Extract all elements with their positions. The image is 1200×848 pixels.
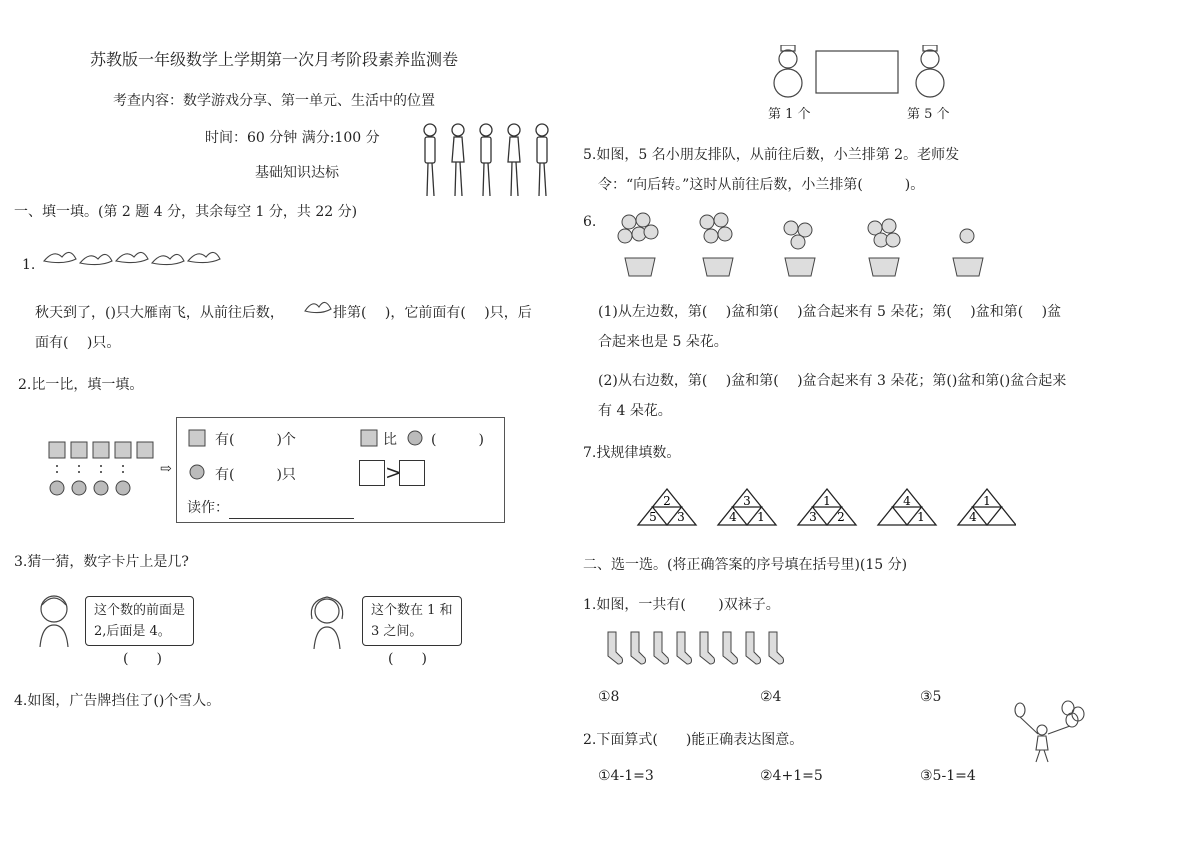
greater-than-sign: > bbox=[385, 460, 402, 484]
q2-compare-blank: ( ) bbox=[431, 432, 484, 448]
exam-content: 考查内容：数学游戏分享、第一单元、生活中的位置 bbox=[113, 93, 435, 109]
arrow-right-icon: ⇨ bbox=[160, 461, 172, 477]
girl-illustration bbox=[302, 593, 352, 651]
geese-flock-illustration bbox=[42, 243, 222, 271]
children-lineup-illustration bbox=[418, 122, 558, 200]
boy-illustration bbox=[32, 593, 76, 649]
q1-text-line1b: 排第( )，它前面有( )只，后 bbox=[333, 305, 532, 321]
triangle-number-top: 2 bbox=[663, 494, 671, 508]
s2-option-3[interactable]: ③5-1=4 bbox=[920, 768, 976, 784]
q4-text: 4.如图，广告牌挡住了()个雪人。 bbox=[14, 693, 221, 709]
compare-box-right[interactable] bbox=[399, 460, 425, 486]
s1-text: 1.如图，一共有( )双袜子。 bbox=[583, 597, 780, 613]
snowman-label-first: 第 1 个 bbox=[768, 107, 811, 122]
q1-text-line1a: 秋天到了，()只大雁南飞，从前往后数， bbox=[35, 305, 284, 321]
triangle-number-top: 4 bbox=[903, 494, 911, 508]
q6-part1-line2: 合起来也是 5 朵花。 bbox=[598, 334, 728, 350]
monkey-icon bbox=[187, 462, 207, 482]
number-triangle bbox=[718, 489, 776, 525]
cube-icon bbox=[187, 428, 207, 448]
girl-speech-line2: 3 之间。 bbox=[371, 624, 423, 639]
cubes-and-monkeys-illustration bbox=[47, 440, 157, 500]
s1-option-3[interactable]: ③5 bbox=[920, 689, 942, 705]
number-triangle bbox=[958, 489, 1016, 525]
s2-option-1[interactable]: ①4-1=3 bbox=[598, 768, 654, 784]
q1-number: 1. bbox=[22, 257, 36, 273]
girl-speech-bubble bbox=[362, 596, 462, 646]
monkey-icon bbox=[405, 428, 425, 448]
triangle-number-left: 4 bbox=[969, 510, 977, 524]
s2-option-2[interactable]: ②4+1=5 bbox=[760, 768, 823, 784]
q5-line2: 令：“向后转。”这时从前往后数，小兰排第( )。 bbox=[598, 177, 925, 193]
q2-heading: 2.比一比，填一填。 bbox=[18, 377, 144, 393]
q2-read-label: 读作： bbox=[187, 500, 229, 516]
s1-option-2[interactable]: ②4 bbox=[760, 689, 782, 705]
q2-compare-label: 比 bbox=[383, 432, 397, 448]
q6-part1-line1: (1)从左边数，第( )盆和第( )盆合起来有 5 朵花；第( )盆和第( )盆 bbox=[598, 304, 1062, 320]
q6-number: 6. bbox=[583, 214, 597, 230]
boy-speech-line1: 这个数的前面是 bbox=[94, 603, 186, 618]
girl-with-balloons-illustration bbox=[1010, 700, 1090, 766]
triangle-number-right: 2 bbox=[837, 510, 845, 524]
triangle-number-top: 1 bbox=[823, 494, 831, 508]
q3-boy-answer-blank[interactable]: ( ) bbox=[123, 651, 162, 667]
triangle-number-top: 3 bbox=[743, 494, 751, 508]
boy-speech-bubble bbox=[85, 596, 194, 646]
q2-cube-count-label: 有( )个 bbox=[215, 432, 296, 448]
page-title: 苏教版一年级数学上学期第一次月考阶段素养监测卷 bbox=[90, 50, 459, 69]
section-label: 基础知识达标 bbox=[255, 165, 339, 181]
pattern-triangles bbox=[636, 487, 1016, 529]
q3-heading: 3.猜一猜，数字卡片上是几? bbox=[14, 554, 189, 570]
number-triangle bbox=[878, 489, 936, 525]
q2-monkey-count-label: 有( )只 bbox=[215, 467, 296, 483]
triangle-number-right: 1 bbox=[757, 510, 765, 524]
q5-line1: 5.如图，5 名小朋友排队，从前往后数，小兰排第 2。老师发 bbox=[583, 147, 960, 163]
number-triangle bbox=[638, 489, 696, 525]
goose-icon bbox=[303, 297, 333, 319]
q2-answer-box bbox=[176, 417, 505, 523]
part1-heading: 一、填一填。(第 2 题 4 分，其余每空 1 分，共 22 分) bbox=[14, 204, 358, 220]
triangle-number-left: 5 bbox=[649, 510, 657, 524]
q2-read-line[interactable] bbox=[229, 504, 354, 520]
triangle-number-left: 4 bbox=[729, 510, 737, 524]
q6-part2-line1: (2)从右边数，第( )盆和第( )盆合起来有 3 朵花；第()盆和第()盆合起来 bbox=[598, 373, 1067, 389]
socks-illustration bbox=[604, 630, 794, 666]
q7-heading: 7.找规律填数。 bbox=[583, 445, 681, 461]
s2-text: 2.下面算式( )能正确表达图意。 bbox=[583, 732, 804, 748]
q1-text-line2: 面有( )只。 bbox=[35, 335, 121, 351]
s1-option-1[interactable]: ①8 bbox=[598, 689, 620, 705]
snowmen-billboard-illustration bbox=[770, 45, 950, 101]
triangle-number-right: 1 bbox=[917, 510, 925, 524]
compare-box-left[interactable] bbox=[359, 460, 385, 486]
part2-heading: 二、选一选。(将正确答案的序号填在括号里)(15 分) bbox=[583, 557, 908, 573]
flower-pots-illustration bbox=[605, 210, 995, 280]
snowman-label-fifth: 第 5 个 bbox=[907, 107, 950, 122]
triangle-number-right: 3 bbox=[677, 510, 685, 524]
boy-speech-line2: 2,后面是 4。 bbox=[94, 624, 171, 639]
q6-part2-line2: 有 4 朵花。 bbox=[598, 403, 672, 419]
triangle-number-left: 3 bbox=[809, 510, 817, 524]
number-triangle bbox=[798, 489, 856, 525]
exam-time: 时间：60 分钟 满分:100 分 bbox=[205, 130, 380, 146]
cube-icon bbox=[359, 428, 379, 448]
q3-girl-answer-blank[interactable]: ( ) bbox=[388, 651, 427, 667]
triangle-number-top: 1 bbox=[983, 494, 991, 508]
girl-speech-line1: 这个数在 1 和 bbox=[371, 603, 453, 618]
